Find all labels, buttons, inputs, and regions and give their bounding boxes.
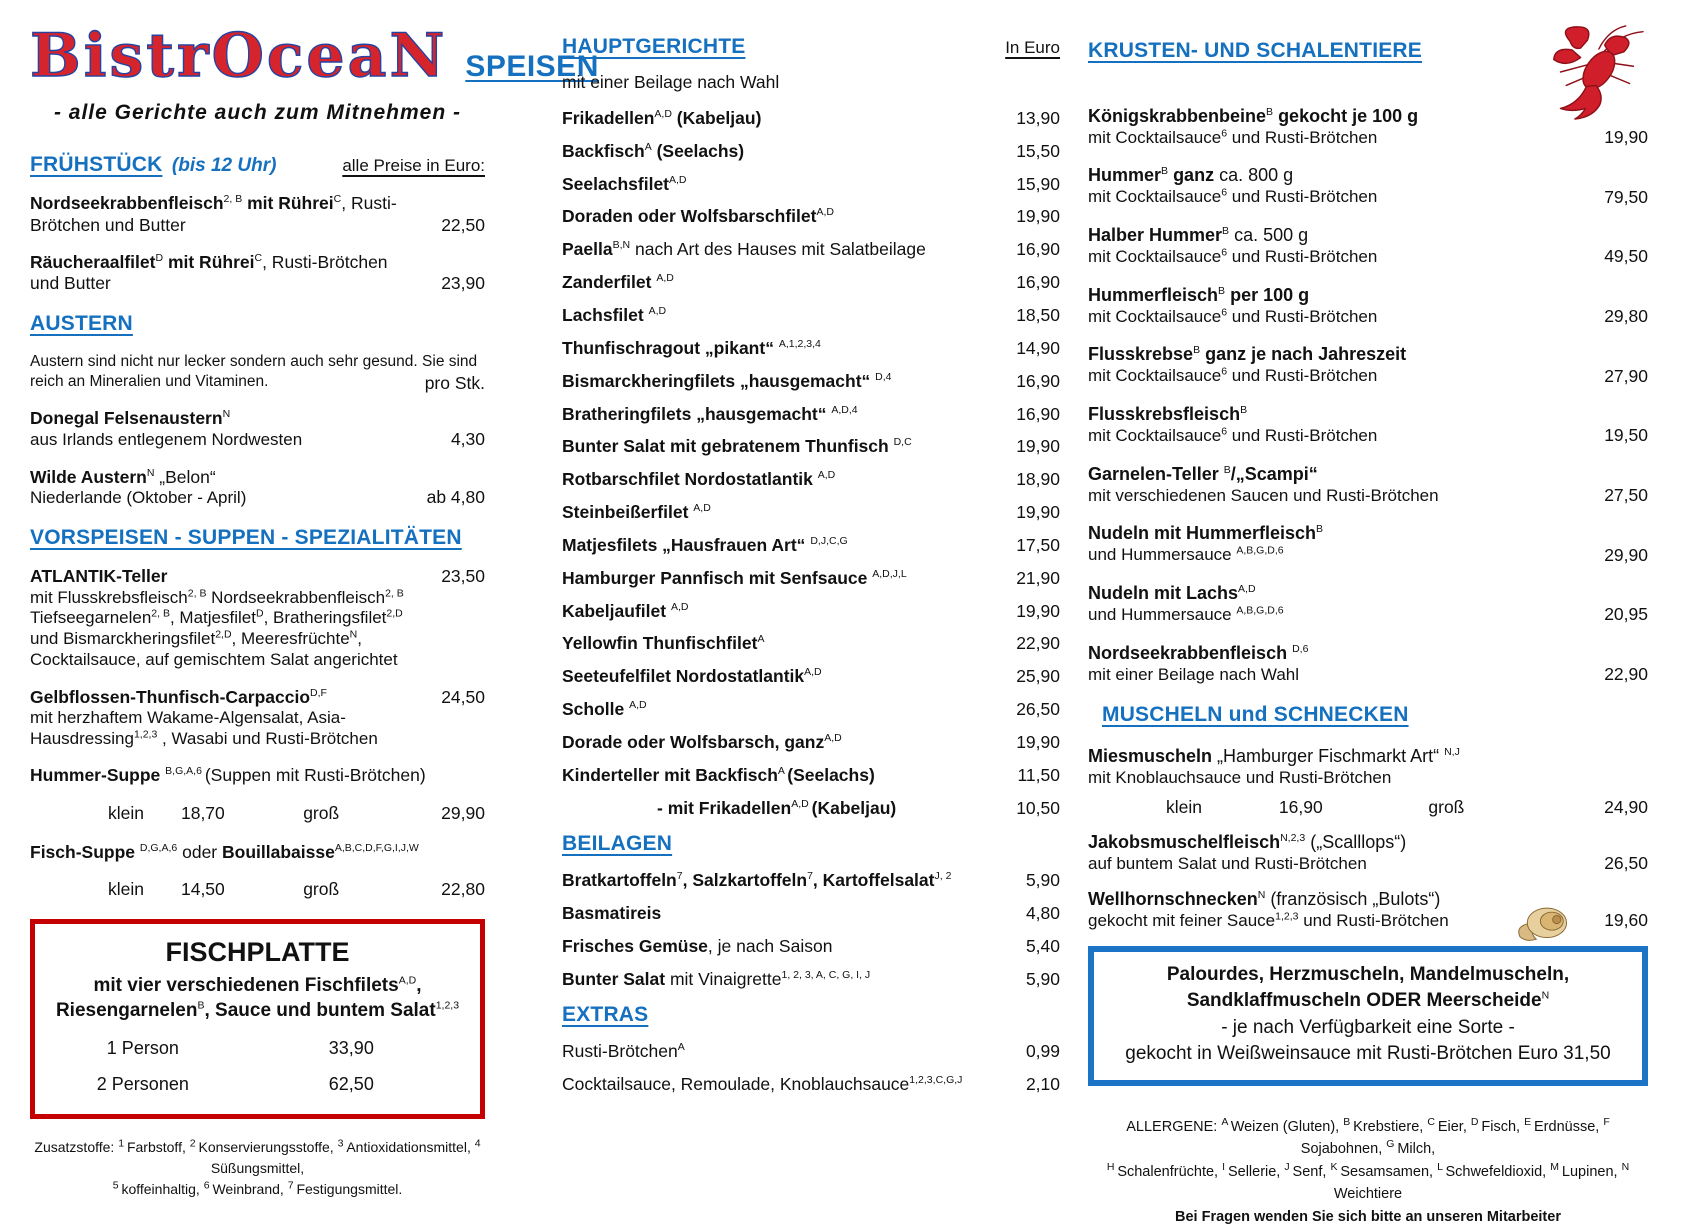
item-name: Jakobsmuschelfleisch$^{N,2,3}$ („Scalllops“) (1088, 832, 1407, 853)
item-name: Flusskrebse$^B$ ganz je nach Jahreszeit (1088, 344, 1407, 365)
mussels-items (1088, 746, 1648, 931)
item-name: Yellowfin Thunfischfilet$^A$ (562, 633, 765, 654)
item-description: auf buntem Salat und Rusti-Brötchen (1088, 854, 1367, 874)
size-label: klein (108, 802, 144, 823)
menu-item (1088, 746, 1648, 789)
item-description: Niederlande (Oktober - April) (30, 487, 247, 507)
item-name: Nordseekrabbenfleisch$^{2, B}$ mit Rührei$^C$, Rusti-Brötchen und Butter (30, 193, 397, 235)
item-price: 17,50 (1016, 534, 1060, 555)
item-description: mit Knoblauchsauce und Rusti-Brötchen (1088, 768, 1392, 788)
fischplatte-title: FISCHPLATTE (165, 936, 350, 967)
menu-item (30, 408, 485, 450)
menu-item (30, 467, 485, 509)
menu-type-label: SPEISEN (465, 50, 599, 83)
menu-item (1088, 889, 1648, 932)
breakfast-title-group (30, 152, 276, 178)
item-description: mit Flusskrebsfleisch$^{2, B}$ Nordseekrabbenfleisch$^{2, B}$ Tiefseegarnelen$^{2, B}$, Matjesfilet$^D$, Bratheringsfilet$^{2,D}$ und Bismarckheringsfilet$^{2,D}$, Meeresfrüchte$^N$, Cocktailsauce, auf gemischtem Salat angerichtet (30, 586, 404, 669)
left-column (30, 21, 599, 1200)
menu-item (562, 502, 1060, 523)
menu-item (1088, 344, 1648, 387)
menu-item (1088, 225, 1648, 268)
item-price: 49,50 (1604, 246, 1648, 267)
breakfast-title: FRÜHSTÜCK (30, 152, 163, 176)
menu-item (30, 687, 485, 750)
item-description: gekocht mit feiner Sauce$^{1,2,3}$ und Rusti-Brötchen (1088, 910, 1449, 930)
menu-item (30, 566, 485, 670)
menu-item (562, 469, 1060, 490)
per-piece-note: pro Stk. (424, 373, 485, 394)
size-label: groß (303, 879, 340, 900)
tagline: - alle Gerichte auch zum Mitnehmen - (53, 101, 462, 124)
item-name: Bunter Salat mit gebratenem Thunfisch $^{D,C}$ (562, 436, 912, 457)
lobster-icon (1540, 24, 1652, 120)
menu-item (562, 141, 1060, 162)
allergens-footnote (1088, 1116, 1648, 1228)
oysters-title: AUSTERN (30, 311, 133, 335)
item-price: 15,90 (1016, 173, 1060, 194)
text-line: gekocht in Weißweinsauce mit Rusti-Brötchen Euro 31,50 (1125, 1043, 1611, 1065)
item-price: 22,90 (1016, 633, 1060, 654)
item-price: 27,50 (1604, 485, 1648, 506)
item-name: Steinbeißerfilet $^{A,D}$ (562, 502, 711, 523)
item-price: 2,10 (1025, 1073, 1060, 1094)
item-price: 19,50 (1604, 425, 1648, 446)
item-name: Thunfischragout „pikant“ $^{A,1,2,3,4}$ (562, 337, 821, 358)
item-name: Paella$^{B,N}$ nach Art des Hauses mit Salatbeilage (562, 239, 926, 260)
menu-item (562, 206, 1060, 227)
item-name: Hummer$^B$ ganz ca. 800 g (1088, 165, 1294, 186)
item-price: 5,90 (1025, 968, 1060, 989)
item-name: Nudeln mit Hummerfleisch$^B$ (1088, 523, 1324, 544)
item-price: 4,30 (450, 429, 485, 450)
oysters-items (30, 408, 485, 508)
item-price: 16,90 (1278, 796, 1323, 817)
item-description: mit verschiedenen Saucen und Rusti-Brötchen (1088, 485, 1439, 505)
middle-column (562, 34, 1060, 1107)
item-price: 62,50 (328, 1073, 374, 1094)
size-label: klein (108, 879, 144, 900)
breakfast-heading-row (30, 152, 485, 178)
item-name: - mit Frikadellen$^{A,D}$ (Kabeljau) (657, 797, 897, 818)
size-price-row (30, 803, 485, 824)
item-name: Lachsfilet $^{A,D}$ (562, 305, 667, 326)
main-courses-intro: mit einer Beilage nach Wahl (562, 71, 780, 92)
starters-title: VORSPEISEN - SUPPEN - SPEZIALITÄTEN (30, 525, 462, 549)
item-description: mit Cocktailsauce$^6$ und Rusti-Brötchen (1088, 305, 1378, 326)
item-price: 26,50 (1604, 853, 1648, 874)
menu-item (562, 765, 1060, 786)
size-label: 2 Personen (96, 1073, 189, 1094)
item-price: 4,80 (1025, 902, 1060, 923)
text-line: Riesengarnelen$^B$, Sauce und buntem Salat$^{1,2,3}$ (55, 999, 460, 1022)
text-line: $^5$ koffeinhaltig, $^6$ Weinbrand, $^7$ Festigungsmittel. (112, 1179, 403, 1197)
item-price: 29,80 (1604, 306, 1648, 327)
brand-logo: BistrOceaN (30, 21, 448, 91)
item-name: Kinderteller mit Backfisch$^A$ (Seelachs) (562, 764, 875, 785)
oysters-heading-row (30, 311, 485, 337)
item-name: Wilde Austern$^N$ „Belon“ (30, 466, 216, 487)
text-line: - je nach Verfügbarkeit eine Sorte - (1221, 1016, 1515, 1038)
text-line: ALLERGENE: $^A$ Weizen (Gluten), $^B$ Krebstiere, $^C$ Eier, $^D$ Fisch, $^E$ Erdnüsse, $^F$ Sojabohnen, $^G$ Milch, (1126, 1116, 1610, 1158)
menu-item (562, 568, 1060, 589)
item-price: 23,50 (441, 566, 485, 587)
item-price: 0,99 (1025, 1041, 1060, 1062)
text-line: Sandklaffmuscheln ODER Meerscheide$^N$ (1186, 989, 1550, 1012)
menu-item (30, 842, 485, 863)
item-price: 16,90 (1016, 239, 1060, 260)
item-price: 18,50 (1016, 305, 1060, 326)
fischplatte-box (30, 919, 485, 1119)
menu-item (562, 272, 1060, 293)
item-price: ab 4,80 (426, 487, 485, 508)
size-label: groß (303, 802, 340, 823)
menu-item (562, 1041, 1060, 1062)
item-name: Gelbflossen-Thunfisch-Carpaccio$^{D,F}$ (30, 686, 327, 707)
text-line: mit vier verschiedenen Fischfilets$^{A,D}$, (93, 974, 422, 996)
menu-item (562, 174, 1060, 195)
size-price-row (49, 1074, 466, 1096)
item-price: 20,95 (1604, 604, 1648, 625)
item-price: 79,50 (1604, 186, 1648, 207)
menu-item (562, 666, 1060, 687)
item-price: 24,90 (1604, 796, 1648, 817)
sides-title: BEILAGEN (562, 831, 673, 855)
extras-title: EXTRAS (562, 1002, 649, 1026)
main-courses-title: HAUPTGERICHTE (562, 35, 746, 58)
item-price: 33,90 (328, 1037, 374, 1058)
item-name: Nudeln mit Lachs$^{A,D}$ (1088, 583, 1256, 604)
item-name: Seeteufelfilet Nordostatlantik$^{A,D}$ (562, 666, 822, 687)
item-price: 18,90 (1016, 469, 1060, 490)
oysters-intro-wrap (30, 352, 485, 392)
menu-item (562, 535, 1060, 556)
item-name: Wellhornschnecken$^N$ (französisch „Bulots“) (1088, 888, 1441, 909)
crustaceans-title: KRUSTEN- UND SCHALENTIERE (1088, 39, 1423, 62)
extras-heading-row (562, 1002, 1060, 1028)
fischplatte-prices (49, 1038, 466, 1096)
item-name: Miesmuscheln „Hamburger Fischmarkt Art“ $^{N,J}$ (1088, 746, 1460, 767)
in-euro-note: In Euro (1005, 38, 1060, 57)
menu-item (30, 193, 485, 236)
menu-item (562, 633, 1060, 654)
item-name: Fisch-Suppe $^{D,G,A,6}$ oder Bouillabaisse$^{A,B,C,D,F,G,I,J,W}$ (30, 842, 419, 863)
menu-item (562, 601, 1060, 622)
item-name: Räucheraalfilet$^D$ mit Rührei$^C$, Rusti-Brötchen und Butter (30, 251, 388, 294)
item-name: Donegal Felsenaustern$^N$ (30, 408, 231, 429)
prices-in-euro-note: alle Preise in Euro: (342, 155, 485, 175)
item-name: Dorade oder Wolfsbarsch, ganz$^{A,D}$ (562, 731, 842, 752)
menu-item (562, 239, 1060, 260)
item-description: mit einer Beilage nach Wahl (1088, 664, 1300, 684)
item-price: 5,40 (1025, 935, 1060, 956)
item-description: mit Cocktailsauce$^6$ und Rusti-Brötchen (1088, 186, 1378, 207)
snail-shell-icon (1515, 900, 1569, 944)
item-name: Seelachsfilet$^{A,D}$ (562, 173, 687, 194)
text-line: Bei Fragen wenden Sie sich bitte an unseren Mitarbeiter (1175, 1208, 1561, 1225)
item-name: Bratkartoffeln$^7$, Salzkartoffeln$^7$, Kartoffelsalat$^{J, 2}$ (562, 870, 952, 891)
item-price: 22,80 (441, 879, 485, 900)
item-name: Bismarckheringfilets „hausgemacht“ $^{D,4}$ (562, 370, 892, 391)
menu-item (562, 903, 1060, 924)
menu-item (1088, 643, 1648, 686)
size-price-row (1088, 797, 1648, 818)
item-price: 11,50 (1017, 764, 1060, 785)
item-price: 19,90 (1016, 731, 1060, 752)
item-description: mit Cocktailsauce$^6$ und Rusti-Brötchen (1088, 425, 1378, 445)
item-description: und Hummersauce $^{A,B,G,D,6}$ (1088, 604, 1284, 625)
item-name: Hamburger Pannfisch mit Senfsauce $^{A,D,J,L}$ (562, 567, 907, 588)
fischplatte-description (49, 973, 466, 1024)
item-name: Rotbarschfilet Nordostatlantik $^{A,D}$ (562, 469, 836, 490)
menu-item (562, 404, 1060, 425)
text-line: Zusatzstoffe: $^1$ Farbstoff, $^2$ Konservierungsstoffe, $^3$ Antioxidationsmittel, $^4$ Süßungsmittel, (34, 1137, 481, 1176)
item-name: Hummer-Suppe $^{B,G,A,6}$ (Suppen mit Rusti-Brötchen) (30, 765, 426, 786)
item-name: Frikadellen$^{A,D}$ (Kabeljau) (562, 107, 762, 128)
additives-footnote (30, 1137, 485, 1200)
starters-items (30, 566, 485, 900)
menu-item (562, 436, 1060, 457)
item-price: 18,70 (180, 802, 225, 823)
item-price: 19,90 (1016, 600, 1060, 621)
item-price: 16,90 (1016, 370, 1060, 391)
item-price: 26,50 (1016, 699, 1060, 720)
menu-item (1088, 404, 1648, 447)
menu-item (562, 870, 1060, 891)
item-price: 29,90 (441, 802, 485, 823)
item-price: 24,50 (441, 686, 485, 707)
menu-item (562, 699, 1060, 720)
item-price: 19,90 (1016, 206, 1060, 227)
item-price: 16,90 (1016, 272, 1060, 293)
menu-item (30, 252, 485, 295)
size-label: 1 Person (106, 1037, 179, 1058)
item-price: 29,90 (1604, 544, 1648, 565)
menu-item (1088, 285, 1648, 328)
extras-items (562, 1041, 1060, 1095)
menu-item (562, 338, 1060, 359)
item-price: 22,50 (441, 214, 485, 235)
item-price: 27,90 (1604, 365, 1648, 386)
item-description: mit Cocktailsauce$^6$ und Rusti-Brötchen (1088, 126, 1378, 147)
item-price: 14,90 (1016, 337, 1060, 358)
item-price: 19,60 (1604, 910, 1648, 931)
crustaceans-items (1088, 106, 1648, 686)
menu-item (562, 936, 1060, 957)
specials-box (1088, 946, 1648, 1086)
breakfast-subtitle: (bis 12 Uhr) (171, 154, 277, 176)
item-price: 13,90 (1016, 107, 1060, 128)
text-line: Palourdes, Herzmuscheln, Mandelmuscheln, (1166, 963, 1570, 985)
item-price: 16,90 (1016, 403, 1060, 424)
menu-item (562, 305, 1060, 326)
item-price: 23,90 (441, 273, 485, 294)
size-price-row (49, 1038, 466, 1060)
size-price-row (30, 879, 485, 900)
item-name: Hummerfleisch$^B$ per 100 g (1088, 284, 1310, 305)
item-name: Matjesfilets „Hausfrauen Art“ $^{D,J,C,G}$ (562, 534, 848, 555)
item-description: und Hummersauce $^{A,B,G,D,6}$ (1088, 544, 1284, 565)
size-label: groß (1428, 796, 1465, 817)
menu-item (562, 969, 1060, 990)
oysters-intro: Austern sind nicht nur lecker sondern auch sehr gesund. Sie sind reich an Mineralien und Vitaminen. (30, 353, 478, 391)
breakfast-items (30, 193, 485, 294)
item-description: mit Cocktailsauce$^6$ und Rusti-Brötchen (1088, 246, 1378, 266)
item-name: Nordseekrabbenfleisch $^{D,6}$ (1088, 642, 1309, 663)
item-name: Cocktailsauce, Remoulade, Knoblauchsauce$^{1,2,3,C,G,J}$ (562, 1073, 963, 1094)
item-price: 10,50 (1016, 797, 1060, 818)
item-description: mit Cocktailsauce$^6$ und Rusti-Brötchen (1088, 365, 1378, 386)
menu-item (1088, 832, 1648, 875)
brand-header (30, 21, 599, 91)
item-price: 22,90 (1604, 664, 1648, 685)
mussels-title: MUSCHELN und SCHNECKEN (1102, 703, 1409, 727)
right-column (1088, 38, 1648, 1228)
item-price: 19,90 (1604, 126, 1648, 147)
item-description: aus Irlands entlegenem Nordwesten (30, 429, 303, 449)
menu-item (30, 765, 485, 786)
item-price: 15,50 (1016, 140, 1060, 161)
item-name: Scholle $^{A,D}$ (562, 699, 647, 720)
item-description: mit herzhaftem Wakame-Algensalat, Asia-Hausdressing$^{1,2,3}$ , Wasabi und Rusti-Brötchen (30, 707, 378, 748)
item-name: Garnelen-Teller $^B$/„Scampi“ (1088, 463, 1318, 484)
starters-heading-row (30, 525, 485, 551)
item-name: Bratheringfilets „hausgemacht“ $^{A,D,4}$ (562, 403, 858, 424)
item-name: Königskrabbenbeine$^B$ gekocht je 100 g (1088, 105, 1419, 126)
item-name: Basmatireis (562, 902, 662, 923)
sides-heading-row (562, 831, 1060, 857)
item-name: Bunter Salat mit Vinaigrette$^{1, 2, 3, A, C, G, I, J}$ (562, 968, 871, 989)
item-price: 19,90 (1016, 502, 1060, 523)
menu-item (1088, 464, 1648, 507)
item-name: Doraden oder Wolfsbarschfilet$^{A,D}$ (562, 206, 834, 227)
item-price: 21,90 (1016, 567, 1060, 588)
item-name: Rusti-Brötchen$^A$ (562, 1041, 685, 1062)
size-label: klein (1166, 796, 1202, 817)
item-price: 25,90 (1016, 666, 1060, 687)
item-name: Zanderfilet $^{A,D}$ (562, 272, 674, 293)
item-name: Frisches Gemüse, je nach Saison (562, 935, 833, 956)
menu-item (562, 1074, 1060, 1095)
menu-item (562, 371, 1060, 392)
item-name: ATLANTIK-Teller (30, 566, 168, 587)
menu-item (1088, 583, 1648, 626)
item-price: 5,90 (1025, 870, 1060, 891)
item-name: Flusskrebsfleisch$^B$ (1088, 404, 1248, 425)
item-price: 14,50 (180, 879, 225, 900)
menu-item (562, 732, 1060, 753)
mussels-heading-row (1088, 702, 1648, 728)
item-price: 19,90 (1016, 436, 1060, 457)
item-name: Backfisch$^A$ (Seelachs) (562, 140, 745, 161)
main-courses-items (562, 108, 1060, 819)
menu-item (1088, 165, 1648, 208)
main-courses-heading-row (562, 34, 1060, 60)
menu-item (1088, 523, 1648, 566)
sides-items (562, 870, 1060, 990)
menu-item (562, 108, 1060, 129)
menu-item (562, 798, 1060, 819)
text-line: $^H$ Schalenfrüchte, $^I$ Sellerie, $^J$ Senf, $^K$ Sesamsamen, $^L$ Schwefeldioxid, $^M$ Lupinen, $^N$ Weichtiere (1106, 1160, 1630, 1203)
item-name: Halber Hummer$^B$ ca. 500 g (1088, 224, 1309, 245)
item-name: Kabeljaufilet $^{A,D}$ (562, 600, 689, 621)
